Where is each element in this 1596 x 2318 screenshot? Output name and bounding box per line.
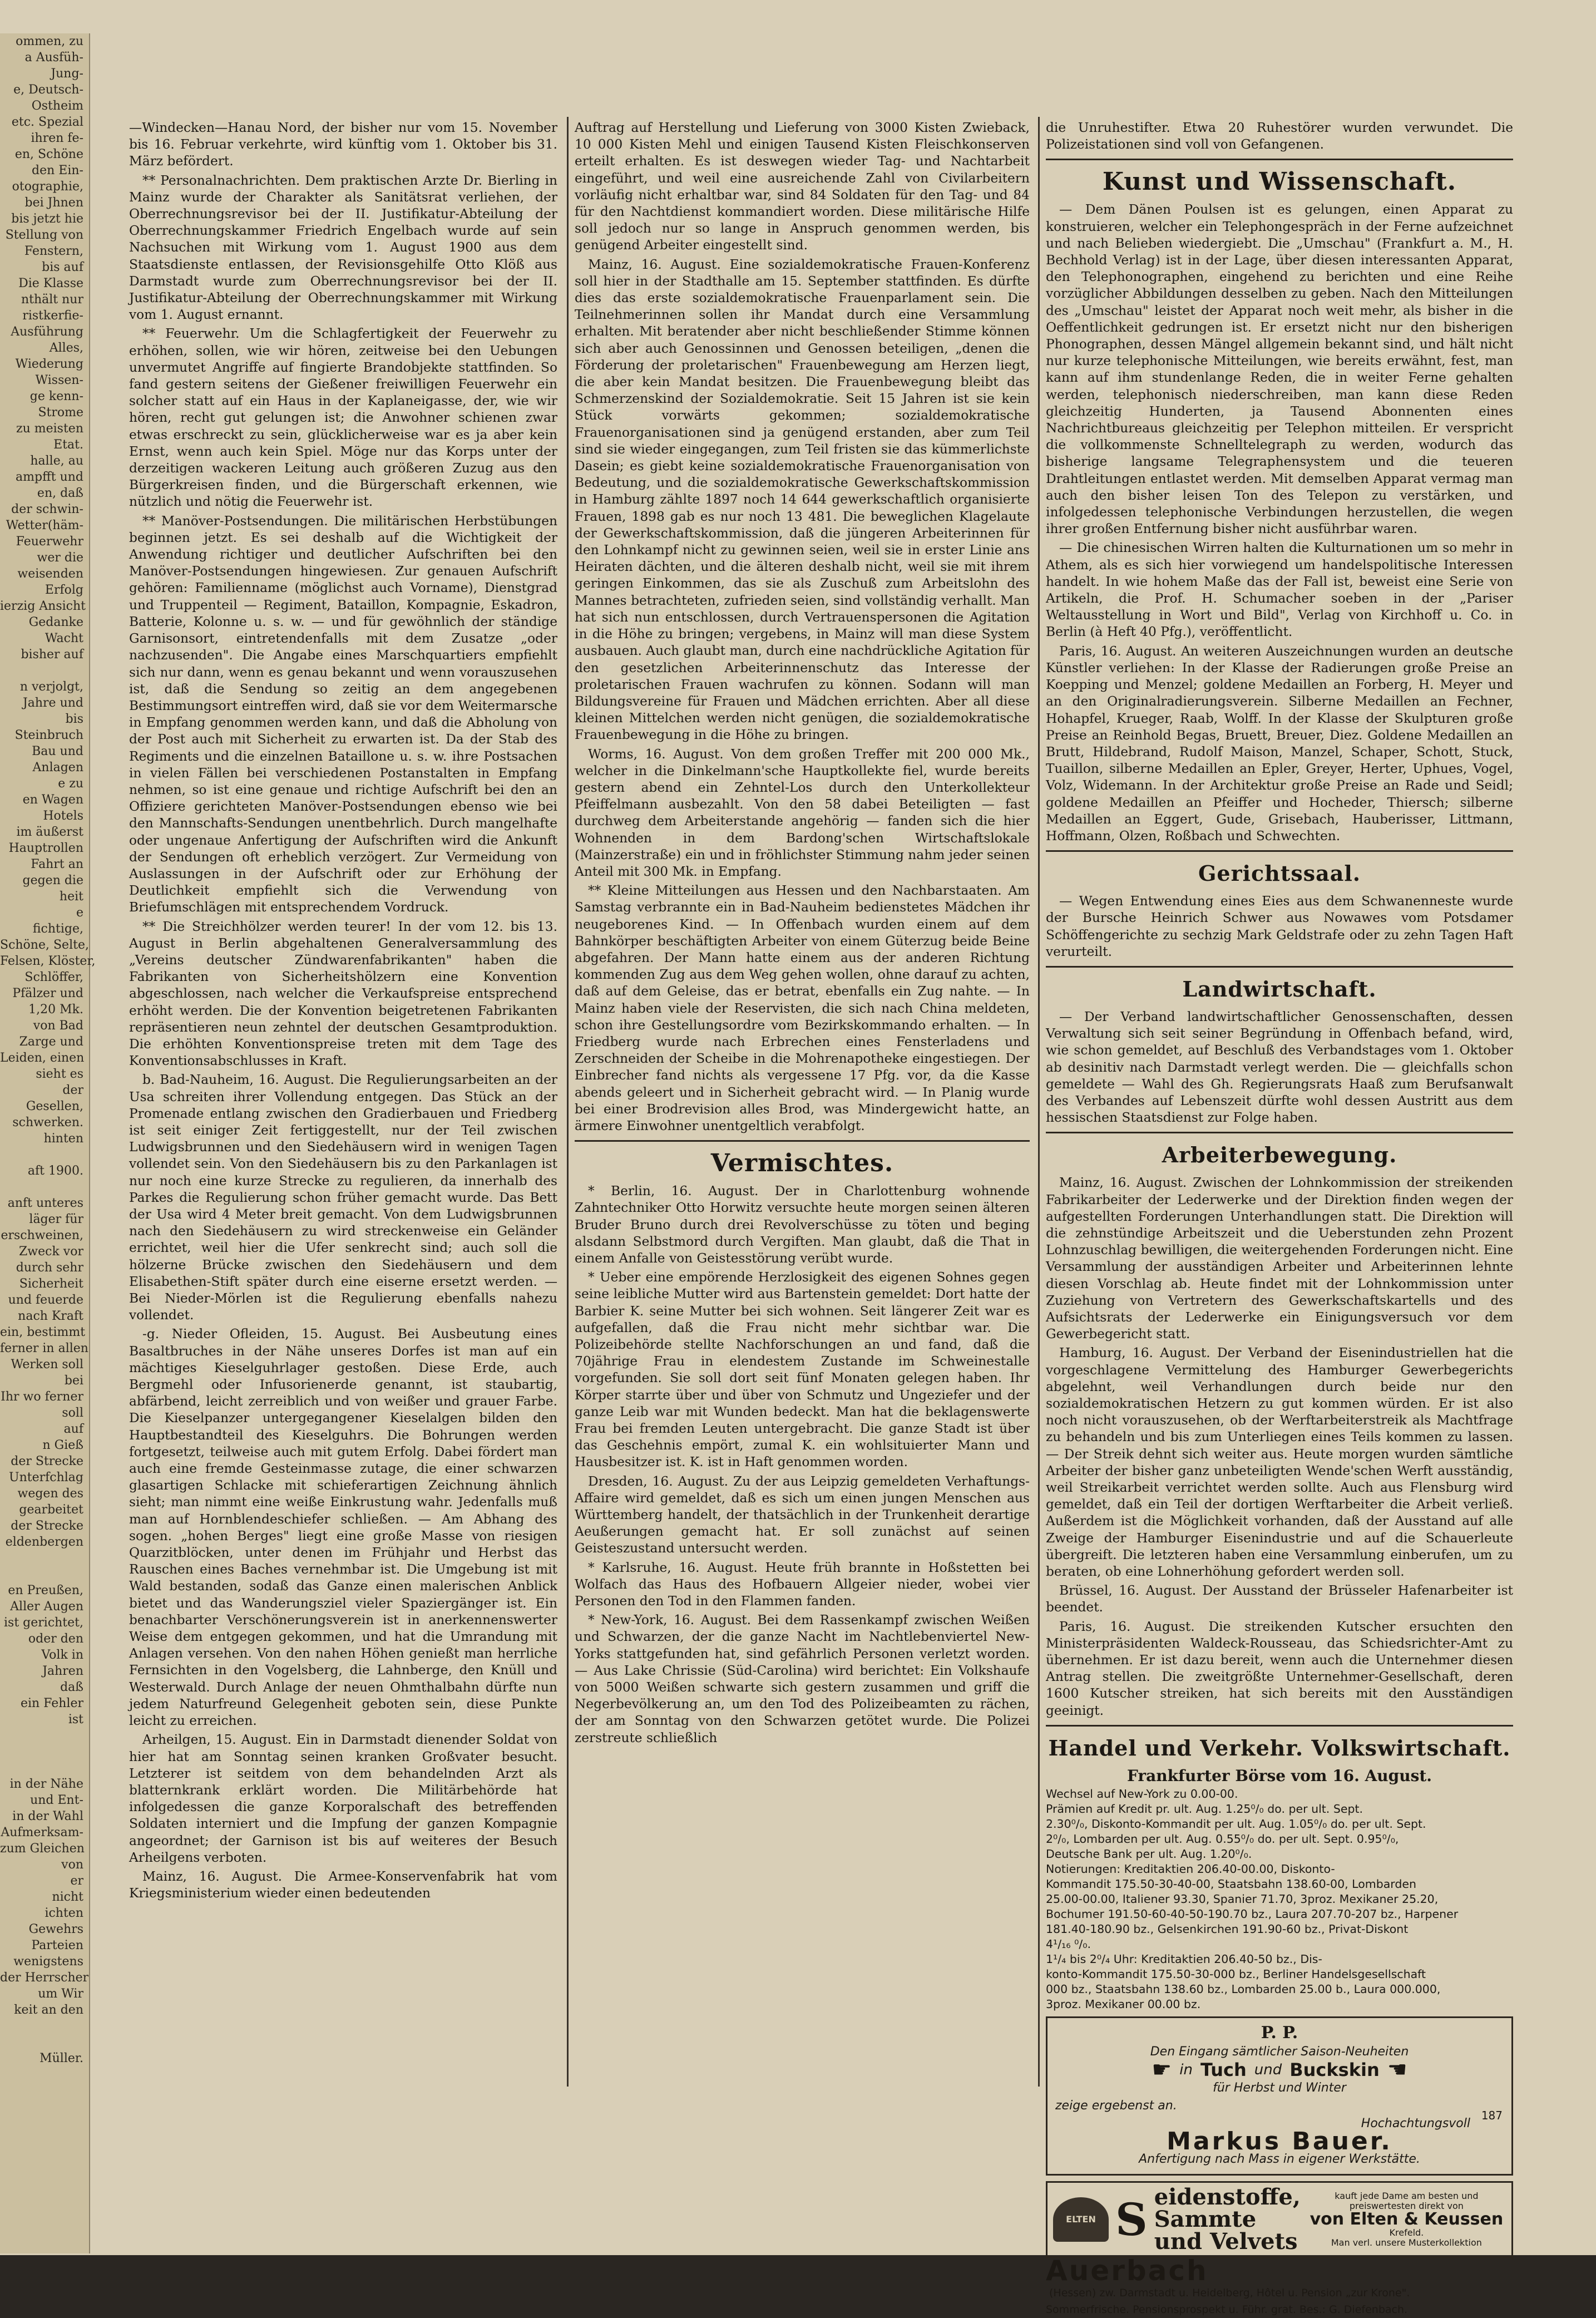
ad-seidenstoffe [1046,2181,1513,2258]
strip-line: von Bad [33,1019,83,1033]
article-mainz-konserven: Mainz, 16. August. Die Armee-Konservenfabrik hat vom Kriegsministerium wieder einen bedeutenden [129,1868,557,1901]
strip-line: wenigstens [13,1955,83,1969]
strip-line: ommen, zu [16,34,83,48]
boerse-line: 2.30⁰/₀, Diskonto-Kommandit per ult. Aug. 1.05⁰/₀ do. per ult. Sept. [1046,1817,1426,1831]
boerse-line: Bochumer 191.50-60-40-50-190.70 bz., Laura 207.70-207 bz., Harpener [1046,1907,1459,1921]
strip-line: heit [59,890,83,904]
strip-line: Etat. [53,438,83,452]
strip-line: n verjolgt, [19,680,83,694]
strip-line: otographie, [12,180,83,194]
strip-line: anft unteres [7,1196,83,1210]
strip-line: Felsen, Klöster, [0,954,96,968]
article-nieder-ofleiden: -g. Nieder Ofleiden, 15. August. Bei Ausbeutung eines Basaltbruches in der Nähe unseres Dorfes ist man auf ein mächtiges Kieselguhrlager gestoßen. Diese Erde, auch Bergmehl oder Infusorienerde genannt, ist staubartig, abfärbend, leicht zerreiblich und von weißer und grauer Farbe. Die Kieselpanzer untergegangener Kieselalgen bilden den Hauptbestandteil des Kieselguhrs. Die Bohrungen werden fortgesetzt, teilweise auch mit gutem Erfolg. Dabei fördert man auch eine fremde Gesteinmasse zutage, die einer schwarzen glasartigen Schlacke mit schieferartigen Zeichnung ähnlich sieht; man nimmt eine weiße Einkrustung wahr. Jedenfalls muß man auf Hornblendeschiefer schließen. — Am Abhang des sogen. „hohen Berges" liegt eine große Masse von riesigen Quarzitblöcken, unter denen im Frühjahr und Herbst das Rauschen eines Baches vernehmbar ist. Die Umgebung ist mit Wald bestanden, sodaß das Ganze einen malerischen Anblick bietet und das Wanderungsziel vieler Spaziergänger ist. Ein benachbarter Verschönerungsverein ist in anerkennenswerter Weise dem entgegen gekommen, und hat die Umrandung mit Anlagen versehen. Von den nahen Höhen genießt man herrliche Fernsichten in den Vogelsberg, die Lahnberge, den Knüll und Westerwald. Durch Anlage der neuen Ohmthalbahn dürfte nun jedem Naturfreund Gelegenheit geboten sein, diese Punkte leicht zu erreichen. [129,1326,557,1729]
ad-auerbach [1046,2254,1513,2318]
ad-auerbach-sub: (Hessen) zw. Darmstadt u. Heidelberg, Hôtel u. Pension „zur Krone". [1049,2287,1410,2300]
strip-line: im äußerst [16,825,83,839]
section-divider [1046,159,1513,160]
ad-auerbach-line: Sommerfrische. Pensionsprospekt u. Führ. grat. Bes.: G. Diefenbach. [1046,2304,1408,2316]
strip-line: Unterfchlag [9,1471,83,1484]
strip-line: Zarge und [19,1035,83,1049]
strip-line: bis jetzt hie [11,212,83,226]
ad-line: Den Eingang sämtlicher Saison-Neuheiten [1150,2045,1409,2059]
strip-line: Bau und [32,744,83,758]
strip-line: a Ausfüh- [24,51,83,65]
strip-line: Wiederung [15,357,83,371]
boerse-line: 3proz. Mexikaner 00.00 bz. [1046,1998,1201,2011]
strip-line: Gewehrs [28,1922,83,1936]
adjacent-page-strip [0,33,96,2253]
boerse-line: 1¹/₄ bis 2⁰/₄ Uhr: Kreditaktien 206.40-50 bz., Dis- [1046,1952,1322,1966]
ad-markus-bauer [1046,2016,1513,2176]
ad-note: Man verl. unsere Musterkollektion [1331,2237,1482,2248]
strip-line: ge kenn- [29,389,83,403]
boerse-line: 4¹/₁₆ ⁰/₀. [1046,1937,1091,1951]
section-divider [1046,1132,1513,1133]
boerse-line: Deutsche Bank per ult. Aug. 1.20⁰/₀. [1046,1847,1252,1861]
strip-line: Stellung von [5,228,83,242]
strip-line: Fenstern, [24,244,83,258]
strip-line: aft 1900. [27,1164,83,1178]
article-genossenschaften: — Der Verband landwirtschaftlicher Genossenschaften, dessen Verwaltung sich seit seiner Begründung in Offenbach befand, wird, wie schon gemeldet, auf Beschluß des Verbandstages vom 1. Oktober ab desinitiv nach Darmstadt verlegt werden. Die — gleichfalls schon gemeldete — Wahl des Gh. Regierungsrats Haaß zum Berufsanwalt des Verbandes auf Lebenszeit dürfte wohl dessen Austritt aus dem hessischen Staatsdienst zur Folge haben. [1046,1009,1513,1126]
strip-line: Steinbruch [14,728,83,742]
strip-line: schwerken. [12,1116,83,1130]
section-heading-vermischtes: Vermischtes. [710,1149,894,1178]
strip-line: bisher auf [21,648,83,662]
section-divider [1046,850,1513,852]
strip-line: Aufmerksam- [1,1826,83,1839]
strip-line: Die Klasse [18,277,83,290]
strip-line: der Strecke [11,1519,83,1533]
strip-line: nthält nur [21,293,83,307]
article-frauen-konferenz: Mainz, 16. August. Eine sozialdemokratische Frauen-Konferenz soll hier in der Stadthalle am 15. September stattfinden. Es dürfte dies das erste sozialdemokratische Frauenparlament sein. Die Teilnehmerinnen sollen ihr Mandat durch eine Versammlung erhalten. Mit beratender aber nicht beschließender Stimme können sich aber auch Genossinnen und Genossen beteiligen, „denen die Förderung der proletarischen" Frauenbewegung am Herzen liegt, die aber kein Mandat besitzen. Die Frauenbewegung bleibt das Schmerzenskind der Sozialdemokratie. Seit 15 Jahren ist sie kein Stück vorwärts gekommen; sozialdemokratische Frauenorganisationen sind ja genügend erstanden, aber zum Teil sind sie wieder eingegangen, zum Teil fristen sie das kümmerlichste Dasein; es giebt keine sozialdemokratische Frauenorganisation von Bedeutung, und die sozialdemokratische Gewerkschaftskommission in Hamburg zählte 1897 noch 14 644 gewerkschaftlich organisierte Frauen, 1898 gab es nur noch 13 481. Die beweglichen Klagelaute der Gewerkschaftskommission, daß die jüngeren Arbeiterinnen für den Lohnkampf nicht zu gewinnen seien, weil sie in erster Linie ans Heiraten dächten, und die älteren deshalb nicht, weil sie mit ihrem geringen Einkommen, das sie als Zuschuß zum Arbeitslohn des Mannes betrachteten, zufrieden seien, sind vollständig verhallt. Man hat sich nun entschlossen, durch Vertrauenspersonen die Agitation in die Höhe zu bringen; vergebens, in Mainz will man diese System ausbauen. Auch glaubt man, durch eine nachdrückliche Agitation für den gesetzlichen Arbeiterinnenschutz das Interesse der proletarischen Frauen wachrufen zu können. Sodann will man Bildungsvereine für Frauen und Mädchen errichten. Aber all diese kleinen Mittelchen werden nicht genügen, die sozialdemokratische Frauenbewegung in die Höhe zu bringen. [575,257,1030,743]
boerse-line: Wechsel auf New-York zu 0.00-00. [1046,1787,1238,1801]
article-herzlosigkeit: * Ueber eine empörende Herzlosigkeit des eigenen Sohnes gegen seine leibliche Mutter wird aus Bartenstein gemeldet: Dort hatte der Barbier K. seine Mutter bei sich wohnen. Seit längerer Zeit war es aufgefallen, daß die Frau nicht mehr sichtbar war. Die Polizeibehörde stellte Nachforschungen an und fand, daß die 70jährige Frau in elendestem Zustande im Schweinestalle vorgefunden. Sie soll dort seit fünf Monaten gelegen haben. Ihr Körper starrte über und über von Schmutz und Ungeziefer und der ganze Leib war mit Wunden bedeckt. Man hat die beklagenswerte Frau bei fremden Leuten untergebracht. Die ganze Stadt ist über das Geschehnis empört, zumal K. ein wohlsituierter Mann und Hausbesitzer ist. K. ist in Haft genommen worden. [575,1270,1030,1470]
strip-line: erschweinen, [1,1229,83,1242]
strip-line [0,1179,89,1195]
strip-line: Jung- [51,67,83,81]
ad-line: für Herbst und Winter [1213,2080,1346,2095]
strip-line: Sicherheit [19,1277,83,1291]
strip-line: von [61,1858,83,1872]
strip-line: en Preußen, [8,1584,83,1597]
section-heading-gerichtssaal: Gerichtssaal. [1198,861,1361,886]
strip-line: er [70,1874,83,1888]
article-arheilgen: Arheilgen, 15. August. Ein in Darmstadt dienender Soldat von hier hat am Sonntag seinen kranken Großvater besucht. Letzterer ist seitdem von dem behandelnden Arzt als blatternkrank erklärt worden. Die Militärbehörde hat infolgedessen die ganze Korporalschaft des betreffenden Soldaten interniert und die Impfung der ganzen Kompagnie angeordnet; der Garnison ist bis auf weiteres der Besuch Arheilgens verboten. [129,1732,557,1865]
boerse-listing [1046,1787,1513,2012]
ad-salutation: P. P. [1261,2023,1298,2043]
column-1 [129,120,557,2089]
strip-line: soll [62,1406,83,1420]
ad-line: zeige ergebenst an. [1055,2098,1177,2113]
strip-line: eldenbergen [5,1535,83,1549]
strip-line: zu meisten [16,422,83,436]
article-schwanennest: — Wegen Entwendung eines Eies aus dem Schwanenneste wurde der Bursche Heinrich Schwer aus Nowawes vom Potsdamer Schöffengerichte zu sechzig Mark Geldstrafe oder zu zehn Tagen Haft verurteilt. [1046,894,1513,959]
strip-line: ierzig Ansicht [0,599,86,613]
strip-line: ferner in allen [0,1342,88,1355]
strip-line [0,663,89,679]
ad-word: in [1179,2061,1193,2079]
ad-name: Markus Bauer. [1167,2127,1392,2156]
strip-line: bei [64,1374,83,1388]
strip-line [0,1550,89,1566]
strip-line: Gesellen, [26,1099,83,1113]
strip-line [0,1566,89,1582]
strip-line: ist [68,1713,83,1727]
strip-line: Wacht [45,632,83,645]
strip-line: der Herrscher [0,1971,89,1985]
strip-line: Alles, [49,341,83,355]
strip-line [0,1760,89,1776]
strip-line: den Ein- [32,164,83,177]
article-unruhestifter: die Unruhestifter. Etwa 20 Ruhestörer wurden verwundet. Die Polizeistationen sind voll von Gefangenen. [1046,120,1513,152]
strip-line: und feuerde [8,1293,83,1307]
section-heading-arbeiterbewegung: Arbeiterbewegung. [1162,1142,1397,1168]
strip-line: der [62,1083,83,1097]
strip-line: en, Schöne [14,147,83,161]
ad-firm: von Elten & Keussen [1310,2209,1504,2229]
strip-line: Parteien [31,1939,83,1952]
strip-line: Hauptrollen [8,841,83,855]
strip-line: Aller Augen [10,1600,83,1614]
ad-word: und [1254,2061,1282,2079]
article-berlin: * Berlin, 16. August. Der in Charlottenburg wohnende Zahntechniker Otto Horwitz versuchte heute morgen seinen älteren Bruder Bruno durch drei Revolverschüsse zu töten und beging alsdann Selbstmord durch Vergiften. Man glaubt, daß die That in einem Anfalle von Geistesstörung verübt wurde. [575,1183,1030,1266]
ad-city: Krefeld. [1389,2227,1424,2238]
strip-line: der Strecke [11,1454,83,1468]
strip-line: Müller. [39,2051,83,2065]
boerse-line: Notierungen: Kreditaktien 206.40-00.00, Diskonto- [1046,1862,1335,1876]
strip-line: Feuerwehr [16,535,83,549]
boerse-line: 181.40-180.90 bz., Gelsenkirchen 191.90-60 bz., Privat-Diskont [1046,1922,1409,1936]
strip-line: Wissen- [35,373,83,387]
strip-line: Jahren [42,1664,83,1678]
article-paris-auszeichnungen: Paris, 16. August. An weiteren Auszeichnungen wurden an deutsche Künstler verliehen: In der Klasse der Radierungen große Preise an Koepping und Menzel; goldene Medaillen an Forberg, H. Meyer und an den Originalradierungsverein. Silberne Medaillen an Fechner, Hohapfel, Krueger, Raab, Wolff. In der Klasse der Skulpturen große Preise an Reinhold Begas, Bruett, Breuer, Diez. Goldene Medaillen an Brutt, Hildebrand, Rudolf Maison, Manzel, Schaper, Schott, Stuck, Tuaillon, silberne Medaillen an Epler, Greyer, Herter, Uphues, Vogel, Volz, Widemann. In der Architektur große Preise an Rade und Seidl; goldene Medaillen an Pfeiffer und Hocheder, Thiersch; silberne Medaillen an Eggert, Gude, Grisebach, Hauberisser, Littmann, Hoffmann, Olzen, Roßbach und Schwechten. [1046,643,1513,844]
boerse-line: Prämien auf Kredit pr. ult. Aug. 1.25⁰/₀ do. per ult. Sept. [1046,1802,1363,1816]
strip-line [0,2018,89,2034]
boerse-line: 2⁰/₀, Lombarden per ult. Aug. 0.55⁰/₀ do. per ult. Sept. 0.95⁰/₀, [1046,1832,1399,1846]
strip-line: ihren fe- [31,131,83,145]
ad-big: und Velvets [1154,2228,1298,2255]
section-divider [1046,966,1513,968]
strip-line: wer die [37,551,83,565]
ad-tuch: Tuch [1200,2059,1247,2081]
strip-line: ampfft und [16,470,83,484]
article-karlsruhe: * Karlsruhe, 16. August. Heute früh brannte in Hoßstetten bei Wolfach das Haus des Hofbauern Allgeier nieder, wobei vier Personen den Tod in den Flammen fanden. [575,1560,1030,1609]
section-divider [1046,1725,1513,1727]
strip-line: gegen die [22,874,83,887]
strip-line: zum Gleichen [0,1842,85,1856]
strip-line: Erfolg [45,583,83,597]
strip-line: in der Nähe [9,1777,83,1791]
strip-line: Hotels [43,809,83,823]
strip-line [0,1147,89,1163]
strip-line: fichtige, [32,922,83,936]
strip-line: durch sehr [16,1261,83,1275]
ad-small: kauft jede Dame am besten und preiswertesten direkt von [1335,2190,1479,2211]
ad-number: 187 [1481,2109,1503,2123]
strip-line: Schöne, Selte, [0,938,89,952]
strip-line: ist gerichtet, [4,1616,83,1630]
elten-logo: ELTEN [1053,2197,1109,2242]
strip-line: um Wir [38,1987,83,2001]
article-streichhoelzer: ** Die Streichhölzer werden teurer! In der vom 12. bis 13. August in Berlin abgehaltenen Generalversammlung des „Vereins deutscher Zündwarenfabrikanten" haben die Fabrikanten von Sicherheitshölzern eine Konvention abgeschlossen, nach welcher die Verkaufspreise entsprechend erhöht werden. Die der Konvention beigetretenen Fabrikanten repräsentieren neun zehntel der deutschen Gesamtproduktion. Die erhöhten Konventionspreise treten mit dem Tage des Konventionsabschlusses in Kraft. [129,919,557,1069]
strip-line: Volk in [41,1648,83,1662]
strip-line: e [76,906,83,920]
strip-line: e zu [58,777,83,791]
strip-line: bis [65,712,83,726]
column-3 [1046,120,1513,2316]
strip-line: en, daß [37,486,83,500]
ad-firm-block [1307,2191,1506,2248]
strip-line: in der Wahl [12,1809,83,1823]
section-heading-handel: Handel und Verkehr. Volkswirtschaft. [1048,1735,1511,1760]
strip-line: weisenden [17,567,83,581]
strip-line: ein Fehler [20,1696,83,1710]
strip-line: bis auf [42,260,83,274]
strip-line: e, Deutsch- [13,83,83,97]
ad-line: Hochachtungsvoll [1361,2117,1470,2131]
pointing-hand-left-icon: ☚ [1387,2057,1407,2083]
article-auftrag: Auftrag auf Herstellung und Lieferung von 3000 Kisten Zwieback, 10 000 Kisten Mehl und einigen Tausend Kisten Fleischkonserven erteilt erhalten. Es ist deswegen wieder Tag- und Nachtarbeit eingeführt, und weil eine ausreichende Zahl von Civilarbeitern vorläufig nicht erhaltbar war, sind 84 Soldaten für den Tag- und 84 für den Nachtdienst kommandiert worden. Diese militärische Hilfe soll jedoch nur so lange in Anspruch genommen werden, bis genügend Arbeiter eingestellt sind. [575,120,1030,253]
article-telephonograph: — Dem Dänen Poulsen ist es gelungen, einen Apparat zu konstruieren, welcher ein Telephongespräch in der Ferne aufzeichnet und nach Belieben wiedergiebt. Die „Umschau" (Frankfurt a. M., H. Bechhold Verlag) ist in der Lage, über diesen interessanten Apparat, den Telephonographen, eingehend zu berichten und eine Reihe vorzüglicher Abbildungen desselben zu geben. Nach den Mitteilungen des „Umschau" leistet der Apparat noch weit mehr, als bisher in die Oeffentlichkeit gedrungen ist. Er ersetzt nicht nur den bisherigen Phonographen, dessen Mängel allgemein bekannt sind, und hält nicht nur kurze telephonische Mitteilungen, wie bereits erwähnt, fest, man kann auf ihm stundenlange Reden, die in weiter Ferne gehalten werden, telephonisch niederschreiben, man kann diese Reden gleichzeitig Hunderten, ja Tausend Abonnenten eines Nachrichtbureaus gleichzeitig per Telephon mitteilen. Er verspricht die vollkommenste Schnelltelegraph zu werden, wodurch das bisherige langsame Telegraphensystem und die teueren Drahtleitungen entlastet werden. Mit demselben Apparat vermag man auch den bisher leisen Ton des Telepon zu verstärken, und infolgedessen telephonische Verbindungen herzustellen, die wegen ihrer großen Entfernung bisher nicht ausführbar waren. [1046,202,1513,537]
big-s-letter: S [1115,2193,1148,2246]
strip-line: 1,20 Mk. [28,1003,83,1017]
strip-line: Pfälzer und [12,987,83,1000]
ad-fabrics-row [1055,2057,1504,2083]
column-rule [1038,117,1040,2087]
ad-buckskin: Buckskin [1289,2059,1380,2081]
strip-line: halle, au [30,454,83,468]
strip-line: ristkerfie- [22,309,83,323]
article-feuerwehr: ** Feuerwehr. Um die Schlagfertigkeit der Feuerwehr zu erhöhen, sollen, wie wir hören, zeitweise bei den Uebungen unvermutet Angriffe auf fingierte Brandobjekte stattfinden. So fand gestern seitens der Gießener freiwilligen Feuerwehr ein solcher statt auf ein Haus in der Kaplaneigasse, der, wie wir hören, recht gut gelungen ist; die Anwohner schienen zwar etwas erschreckt zu sein, glücklicherweise war es ja aber kein Ernst, wenn auch kein Spiel. Möge nur das Korps unter der derzeitigen wackeren Leitung auch größeren Zuzug aus den Bürgerkreisen finden, und die Bürgerschaft erkennen, wie nützlich und nötig die Feuerwehr ist. [129,326,557,510]
strip-line: Ihr wo ferner [1,1390,83,1404]
strip-line: Jahre und [22,696,83,710]
strip-line: bei Jhnen [24,196,83,210]
column-2 [575,120,1030,2089]
strip-line: Ausführung [11,325,83,339]
strip-line: Wetter(häm- [6,519,83,532]
strip-line: sieht es [36,1067,83,1081]
article-personalnachrichten: ** Personalnachrichten. Dem praktischen Arzte Dr. Bierling in Mainz wurde der Charakter als Sanitätsrat verliehen, der Oberrechnungsrevisor bei der II. Justifikatur-Abteilung der Oberrechnungskammer Friedrich Engelbach wurde auf sein Nachsuchen mit Wirkung vom 1. August 1900 aus dem Staatsdienste entlassen, der Revisionsgehilfe Otto Klöß aus Darmstadt wurde zum Oberrechnungsrevisor bei der II. Justifikatur-Abteilung der Oberrechnungskammer mit Wirkung vom 1. August ernannt. [129,172,557,323]
article-chinesische-wirren: — Die chinesischen Wirren halten die Kulturnationen um so mehr in Athem, als es sich hier vorwiegend um handelspolitische Interessen handelt. In wie hohem Maße das der Fall ist, beweist eine Serie von Artikeln, die Prof. H. Schumacher soeben in der „Pariser Weltausstellung in Wort und Bild", Verlag von Kirchhoff u. Co. in Berlin (à Heft 40 Pfg.), veröffentlicht. [1046,540,1513,640]
strip-line: Fahrt an [31,857,83,871]
strip-line: wegen des [17,1487,83,1501]
article-worms-treffer: Worms, 16. August. Von dem großen Treffer mit 200 000 Mk., welcher in die Dinkelmann'sche Hauptkollekte fiel, wurde bereits gestern abend ein Zehntel-Los durch den Unterkollekteur Pfeiffelmann ausbezahlt. Von den 58 dabei Beteiligten — fast durchweg dem Arbeiterstande angehörig — fanden sich die hier Wohnenden in dem Bardong'schen Wirtschaftslokale (Mainzerstraße) ein und in fröhlichster Stimmung nahm jeder seinen Anteil mit 300 Mk. in Empfang. [575,746,1030,879]
article-paris-kutscher: Paris, 16. August. Die streikenden Kutscher ersuchten den Ministerpräsidenten Waldeck-Rousseau, das Schiedsrichter-Amt zu übernehmen. Er ist dazu bereit, wenn auch die Unternehmer diesen Antrag stellen. Die zweitgrößte Unternehmer-Gesellschaft, deren 1600 Kutscher streiken, hat sich bereits mit den Ausständigen geeinigt. [1046,1619,1513,1718]
strip-line: Leiden, einen [0,1051,85,1065]
article-mainz-streik: Mainz, 16. August. Zwischen der Lohnkommission der streikenden Fabrikarbeiter der Lederwerke und der Direktion finden wegen der aufgestellten Forderungen Unterhandlungen statt. Die Direktion will die zehnstündige Arbeitszeit und die Ueberstunden zehn Prozent Lohnzuschlag bewilligen, die weitergehenden Forderungen nicht. Eine Versammlung der ausständigen Arbeiter und Arbeiterinnen lehnte diesen Vorschlag ab. Heute findet mit der Lohnkommission unter Zuziehung von Vertretern des Gewerkschaftskartells und des Aufsichtsrats der Lederwerke ein Einigungsversuch vor dem Gewerbegericht statt. [1046,1175,1513,1342]
article-dresden: Dresden, 16. August. Zu der aus Leipzig gemeldeten Verhaftungs-Affaire wird gemeldet, daß es sich um einen jungen Menschen aus Württemberg handelt, der thatsächlich in der Trunkenheit derartige Aeußerungen gemacht hat. Er soll zunächst auf seinen Geisteszustand untersucht werden. [575,1473,1030,1556]
strip-line: der schwin- [11,502,83,516]
article-bruessel: Brüssel, 16. August. Der Ausstand der Brüsseler Hafenarbeiter ist beendet. [1046,1583,1513,1615]
strip-line: Werken soll [11,1358,83,1372]
ad-auerbach-title: Auerbach [1046,2254,1208,2287]
boerse-line: konto-Kommandit 175.50-30-000 bz., Berliner Handelsgesellschaft [1046,1967,1426,1981]
column-rule [567,117,569,2087]
article-manoever-post: ** Manöver-Postsendungen. Die militärischen Herbstübungen beginnen jetzt. Es sei deshalb auf die Wichtigkeit der Anwendung richtiger und deutlicher Aufschriften bei den Manöver-Postsendungen hingewiesen. Zur genauen Aufschrift gehören: Familienname (möglichst auch Vorname), Dienstgrad und Truppenteil — Regiment, Bataillon, Kompagnie, Eskadron, Batterie, Kolonne u. s. w. — und für gewöhnlich der ständige Garnisonsort, eintretendenfalls mit dem Zusatze „oder nachzusenden". Die Angabe eines Marschquartiers empfiehlt sich nur dann, wenn es genau bekannt und wenn vorauszusehen ist, daß die Sendung so zeitig an dem angegebenen Bestimmungsort eintreffen wird, daß sie vor dem Weitermarsche in Empfang genommen werden kann, und daß die Abholung von der Post auch mit Sicherheit zu erwarten ist. Da der Stab des Regiments und die einzelnen Bataillone u. s. w. ihre Postsachen in vielen Fällen bei verschiedenen Postanstalten in Empfang nehmen, so ist eine genaue und richtige Aufschrift bei den an Offiziere gerichteten Manöver-Postsendungen ebenso wie bei den Mannschafts-Sendungen unentbehrlich. Durch mangelhafte oder ungenaue Anfertigung der Aufschriften wird die Ankunft der Sendungen oft erheblich verzögert. Zur Vermeidung von Auslassungen in der Aufschrift oder zur Erhöhung der Deutlichkeit empfiehlt sich die Verwendung von Briefumschlägen mit entsprechendem Vordruck. [129,513,557,915]
boerse-line: 000 bz., Staatsbahn 138.60 bz., Lombarden 25.00 b., Laura 000.000, [1046,1982,1441,1996]
strip-line: Zweck vor [19,1245,83,1259]
pointing-hand-icon: ☛ [1152,2057,1172,2083]
strip-line: Strome [38,406,83,420]
article-new-york: * New-York, 16. August. Bei dem Rassenkampf zwischen Weißen und Schwarzen, der die ganze Nacht im Nachtlebenviertel New-Yorks stattgefunden hat, sind gefährlich Personen verletzt worden. — Aus Lake Chrissie (Süd-Carolina) wird berichtet: Ein Volkshaufe von 5000 Weißen schwarte sich gestern zusammen und griff die Negerbevölkerung an, um den Tod des Polizeibeamten zu rächen, der am Sonntag von den Schwarzen getötet wurde. Die Polizei zerstreute schließlich [575,1612,1030,1745]
strip-line [0,1744,89,1760]
section-divider [575,1140,1030,1142]
ad-big: Sammte [1154,2206,1257,2232]
boerse-line: 25.00-00.00, Italiener 93.30, Spanier 71.70, 3proz. Mexikaner 25.20, [1046,1892,1439,1906]
ad-line: Anfertigung nach Mass in eigener Werkstätte. [1139,2152,1420,2167]
strip-line: etc. Spezial [11,115,83,129]
strip-line: nach Kraft [18,1309,83,1323]
strip-line: keit an den [14,2003,83,2017]
strip-line: gearbeitet [19,1503,83,1517]
strip-line: und Ent- [30,1793,83,1807]
section-heading-landwirtschaft: Landwirtschaft. [1182,976,1377,1002]
strip-line: en Wagen [22,793,83,807]
strip-line: Schlöffer, [24,970,83,984]
strip-line: ein, bestimmt [0,1325,86,1339]
strip-line: oder den [28,1632,83,1646]
article-bad-nauheim: b. Bad-Nauheim, 16. August. Die Regulierungsarbeiten an der Usa schreiten ihrer Vollendung entgegen. Das Stück an der Promenade entlang zwischen den Gradierbauen und Friedberg ist seit einiger Zeit fertiggestellt, nur der Teil zwischen Ludwigsbrunnen und den Siedehäusern wird in wenigen Tagen vollendet sein. Von den Siedehäusern bis zu den Parkanlagen ist nur noch eine kurze Strecke zu regulieren, da innerhalb des Parkes die Regulierung schon früher gemacht wurde. Das Bett der Usa wird 4 Meter breit gemacht. Von dem Ludwigsbrunnen nach den Siedehäusern zu wird streckenweise ein Geländer errichtet, weil hier die Ufer senkrecht sind; auch soll die hölzerne Brücke zwischen den Siedehäusern und dem Elisabethen-Stift später durch eine eiserne ersetzt werden. — Bei Nieder-Mörlen ist die Regulierung ebenfalls nahezu vollendet. [129,1072,557,1323]
strip-line: auf [63,1422,83,1436]
article-hamburg-streik: Hamburg, 16. August. Der Verband der Eisenindustriellen hat die vorgeschlagene Vermittelung des Hamburger Gewerbegerichts abgelehnt, weil Verhandlungen durch beide nur den sozialdemokratischen Hetzern zu gut kommen würden. Er ist also noch nicht vorauszusehen, ob der Werftarbeiterstreik als Machtfrage zu behandeln und bis zum Unterliegen eines Teils kommen zu lassen. — Der Streik dehnt sich weiter aus. Heute morgen wurden sämtliche Arbeiter der bisher ganz unbeteiligten Wende'schen Werft ausständig, weil Streikarbeit verrichtet werden sollte. Auch aus Flensburg wird gemeldet, daß ein Teil der dortigen Werftarbeiter die Arbeit verließ. Außerdem ist die Möglichkeit vorhanden, daß der Ausstand auf alle Zweige der Hamburger Eisenindustrie und auf die Schauerleute übergreift. Die letzteren haben eine Versammlung einberufen, um zu beraten, ob eine Lohnerhöhung gefordert werden soll. [1046,1345,1513,1580]
strip-line: Anlagen [32,761,83,775]
ad-stoffe-list [1154,2183,1301,2255]
strip-line: Gedanke [28,615,83,629]
boerse-line: Kommandit 175.50-30-40-00, Staatsbahn 138.60-00, Lombarden [1046,1877,1416,1891]
boerse-title: Frankfurter Börse vom 16. August. [1126,1766,1432,1785]
section-heading-kunst: Kunst und Wissenschaft. [1102,167,1457,196]
article-windecken: —Windecken—Hanau Nord, der bisher nur vom 15. November bis 16. Februar verkehrte, wird künftig vom 1. Oktober bis 31. März befördert. [129,120,557,169]
strip-line: n Gieß [42,1438,83,1452]
strip-line: hinten [43,1132,83,1146]
strip-line [0,1728,89,1744]
ad-big: eidenstoffe, [1154,2183,1301,2210]
strip-line: ichten [45,1906,83,1920]
article-kleine-mitteilungen: ** Kleine Mitteilungen aus Hessen und den Nachbarstaaten. Am Samstag verbrannte ein in Bad-Nauheim bedienstetes Mädchen ihr neugeborenes Kind. — In Offenbach wurden einem auf dem Bahnkörper beschäftigten Arbeiter von einem Güterzug beide Beine abgefahren. Der Mann hatte einem aus der anderen Richtung kommenden Zug aus dem Weg gehen wollen, ohne darauf zu achten, daß auf dem Geleise, das er betrat, ebenfalls ein Zug nahte. — In Mainz haben viele der Reservisten, die sich nach China meldeten, schon ihre Gestellungsordre vom Bezirkskommando erhalten. — In Friedberg wurde nach Erbrechen eines Fensterladens und Zerschneiden der Scheibe in die Mohrenapotheke eingestiegen. Der Einbrecher fand nichts als vergessene 17 Pfg. vor, da die Kasse abends geleert und in Sicherheit gebracht wird. — In Planig wurde bei einer Brodrevision alles Brod, was Mindergewicht hatte, an ärmere Einwohner unentgeltlich verabfolgt. [575,883,1030,1133]
strip-line [0,2034,89,2050]
strip-line: daß [60,1680,83,1694]
strip-line: Ostheim [31,99,83,113]
strip-line: läger für [29,1212,83,1226]
strip-line: nicht [52,1890,83,1904]
